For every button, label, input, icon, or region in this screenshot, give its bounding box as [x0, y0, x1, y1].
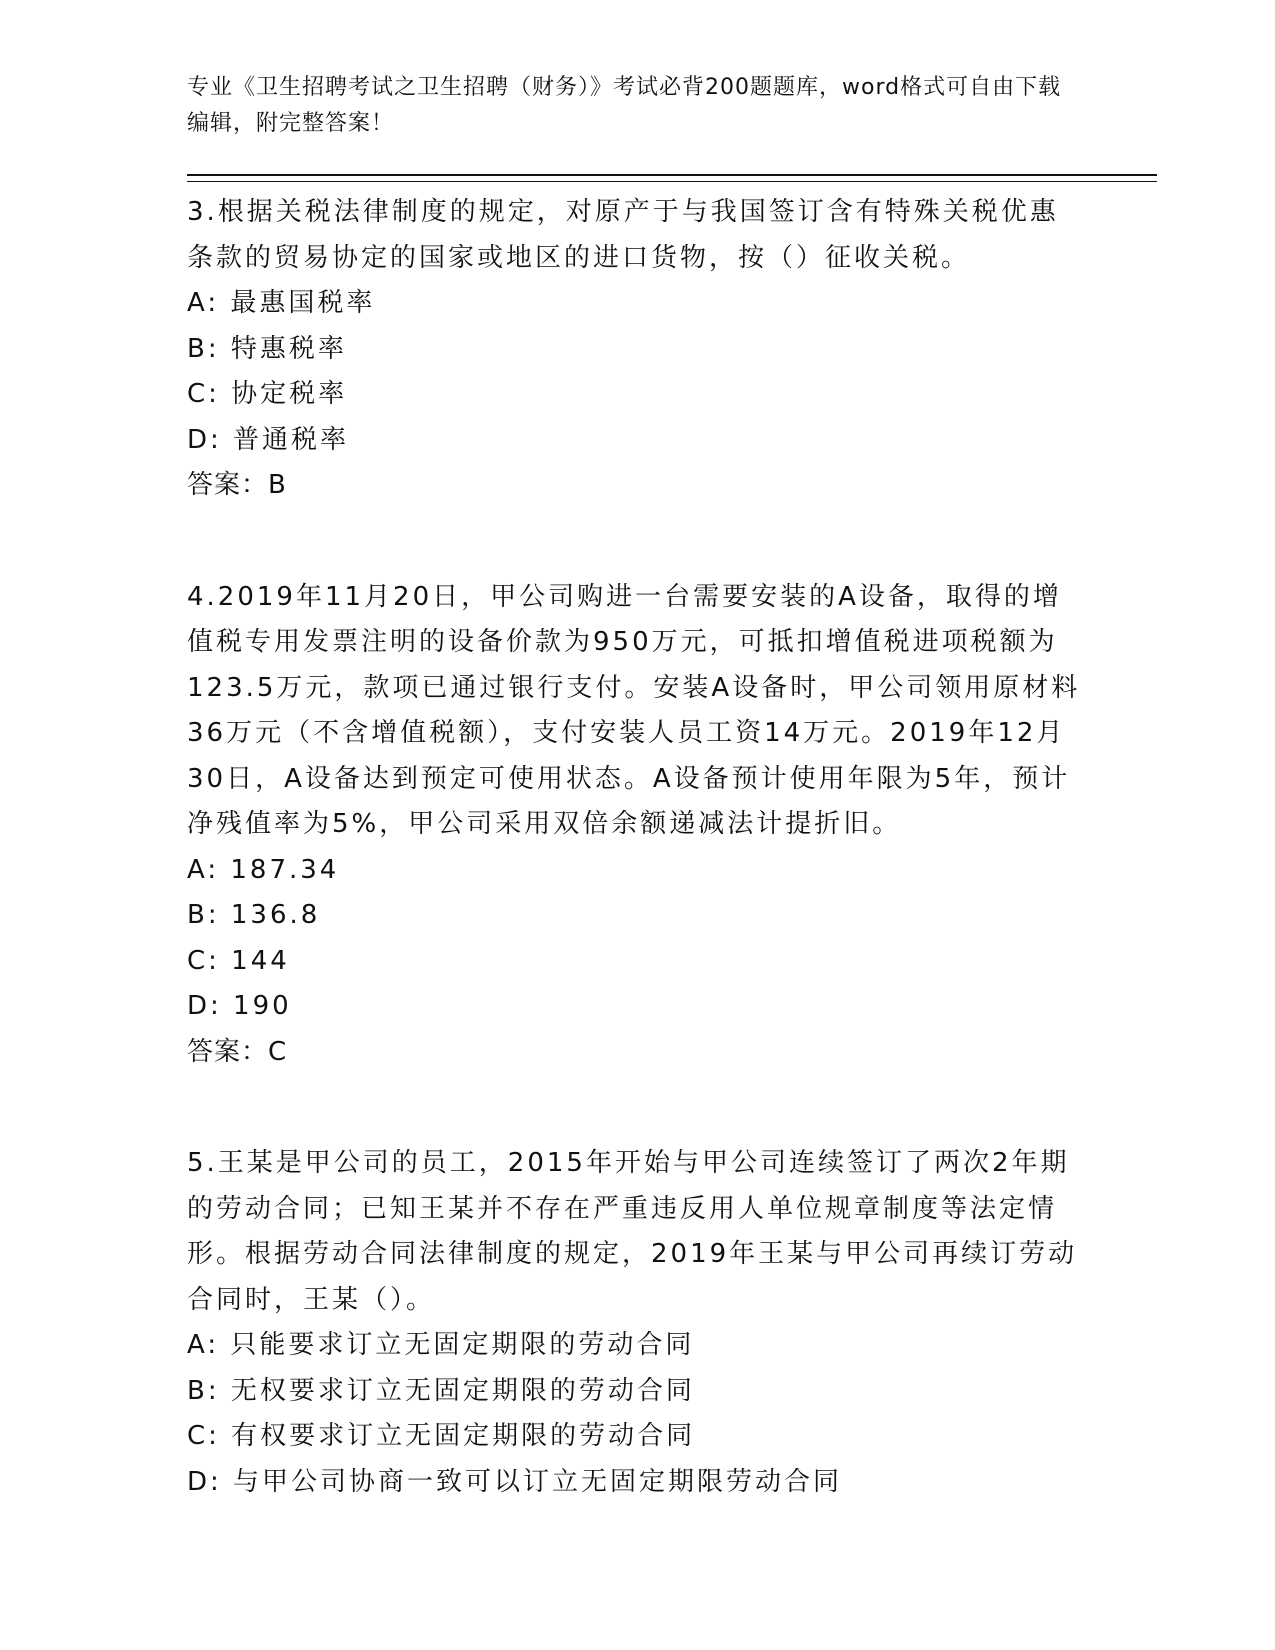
option-c: C: 144 — [187, 945, 290, 976]
option-b: B: 特惠税率 — [187, 333, 347, 364]
question-text: 5.王某是甲公司的员工，2015年开始与甲公司连续签订了两次2年期的劳动合同；已知王某并不存在严重违反用人单位规章制度等法定情形。根据劳动合同法律制度的规定，2019年王某与甲公司再续订劳动合同时，王某（）。 — [187, 1148, 1078, 1315]
answer-label: 答案：C — [187, 1036, 288, 1067]
header-divider-thin — [187, 181, 1157, 182]
option-d: D: 190 — [187, 991, 292, 1021]
option-d: D: 与甲公司协商一致可以订立无固定期限劳动合同 — [187, 1466, 843, 1497]
question-5 — [187, 1139, 1087, 1505]
option-b: B: 136.8 — [187, 900, 321, 930]
header-divider-thick — [187, 174, 1157, 176]
question-spacer — [187, 1075, 1087, 1139]
option-a: A: 187.34 — [187, 854, 340, 885]
question-text: 3.根据关税法律制度的规定，对原产于与我国签订含有特殊关税优惠条款的贸易协定的国家或地区的进口货物，按（）征收关税。 — [187, 197, 1059, 273]
question-text: 4.2019年11月20日，甲公司购进一台需要安装的A设备，取得的增值税专用发票注明的设备价款为950万元，可抵扣增值税进项税额为123.5万元，款项已通过银行支付。安装A设备时，甲公司领用原材料36万元（不含增值税额），支付安装人员工资14万元。2019年12月30日，A设备达到预定可使用状态。A设备预计使用年限为5年，预计净残值率为5%，甲公司采用双倍余额递减法计提折旧。 — [187, 581, 1081, 839]
option-c: C: 有权要求订立无固定期限的劳动合同 — [187, 1421, 696, 1451]
questions-list — [187, 188, 1087, 1505]
answer-label: 答案：B — [187, 470, 287, 500]
option-d: D: 普通税率 — [187, 424, 350, 455]
question-3 — [187, 188, 1087, 509]
option-a: A: 最惠国税率 — [187, 288, 376, 318]
option-b: B: 无权要求订立无固定期限的劳动合同 — [187, 1375, 695, 1406]
question-4 — [187, 573, 1087, 1076]
option-a: A: 只能要求订立无固定期限的劳动合同 — [187, 1330, 695, 1360]
document-header: 专业《卫生招聘考试之卫生招聘（财务）》考试必背200题题库，word格式可自由下载编辑，附完整答案！ — [187, 75, 1062, 136]
question-spacer — [187, 509, 1087, 573]
option-c: C: 协定税率 — [187, 379, 348, 409]
